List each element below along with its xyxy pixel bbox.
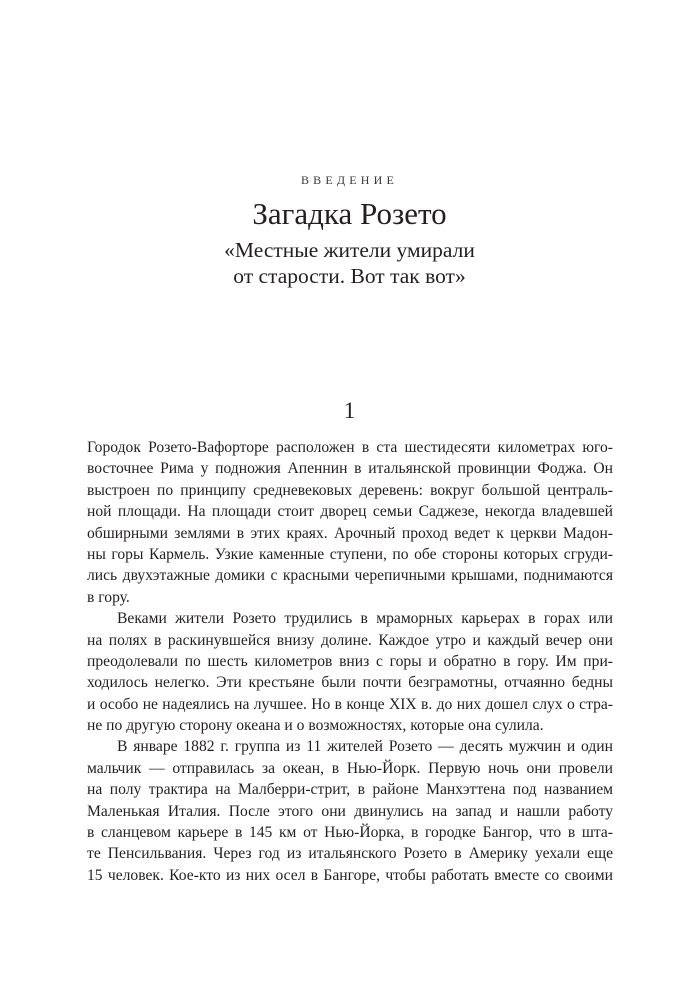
subtitle-line: от старости. Вот так вот»: [233, 264, 466, 288]
text-line: не по другую сторону океана и о возможностях, которые она сулила.: [87, 717, 544, 735]
text-line: Маленькая Италия. После этого они двинулись на запад и нашли работу: [87, 802, 613, 820]
text-line: ной площади. На площади стоит дворец семьи Саджезе, некогда владевшей: [87, 503, 613, 521]
text-line: и особо не надеялись на лучшее. Но в конце XIX в. до них дошел слух о стра-: [87, 695, 613, 713]
text-line: лись двухэтажные домики с красными черепичными крышами, поднимаются: [87, 567, 613, 585]
text-line: те Пенсильвания. Через год из итальянского Розето в Америку уехали еще: [87, 845, 613, 863]
text-line: ны горы Кармель. Узкие каменные ступени, по обе стороны которых сгруди-: [87, 545, 613, 563]
section-number: 1: [343, 398, 356, 423]
text-line: Городок Розето-Вафорторе расположен в ста шестидесяти километрах юго-: [87, 439, 613, 456]
chapter-kicker: ВВЕДЕНИЕ: [300, 173, 399, 187]
text-line: на полу трактира на Малберри-стрит, в районе Манхэттена под названием: [87, 781, 613, 799]
text-line: выстроен по принципу средневековых деревень: вокруг большой централь-: [87, 481, 613, 499]
text-line: 15 человек. Кое-кто из них осел в Бангоре, чтобы работать вместе со своими: [87, 866, 613, 884]
text-line: Веками жители Розето трудились в мраморных карьерах в горах или: [117, 610, 613, 628]
text-line: обширными землями в этих краях. Арочный проход ведет к церкви Мадон-: [87, 524, 613, 542]
text-line: на полях в раскинувшейся внизу долине. Каждое утро и каждый вечер они: [87, 631, 613, 649]
body-text: [87, 437, 613, 886]
text-line: В январе 1882 г. группа из 11 жителей Розето — десять мужчин и один: [117, 738, 613, 756]
text-line: в сланцевом карьере в 145 км от Нью-Йорка, в городке Бангор, что в шта-: [87, 824, 613, 842]
text-line: мальчик — отправилась за океан, в Нью-Йорк. Первую ночь они провели: [87, 759, 613, 777]
subtitle-line: «Местные жители умирали: [224, 238, 475, 262]
text-line: восточнее Рима у подножия Апеннин в итальянской провинции Фоджа. Он: [87, 460, 613, 478]
chapter-title: Загадка Розето: [252, 196, 447, 231]
text-line: преодолевали по шесть километров вниз с горы и обратно в гору. Им при-: [87, 652, 613, 670]
text-line: ходилось нелегко. Эти крестьяне были почти безграмотны, отчаянно бедны: [87, 674, 613, 692]
text-line: в гору.: [87, 588, 130, 606]
chapter-subtitle: [0, 237, 699, 289]
